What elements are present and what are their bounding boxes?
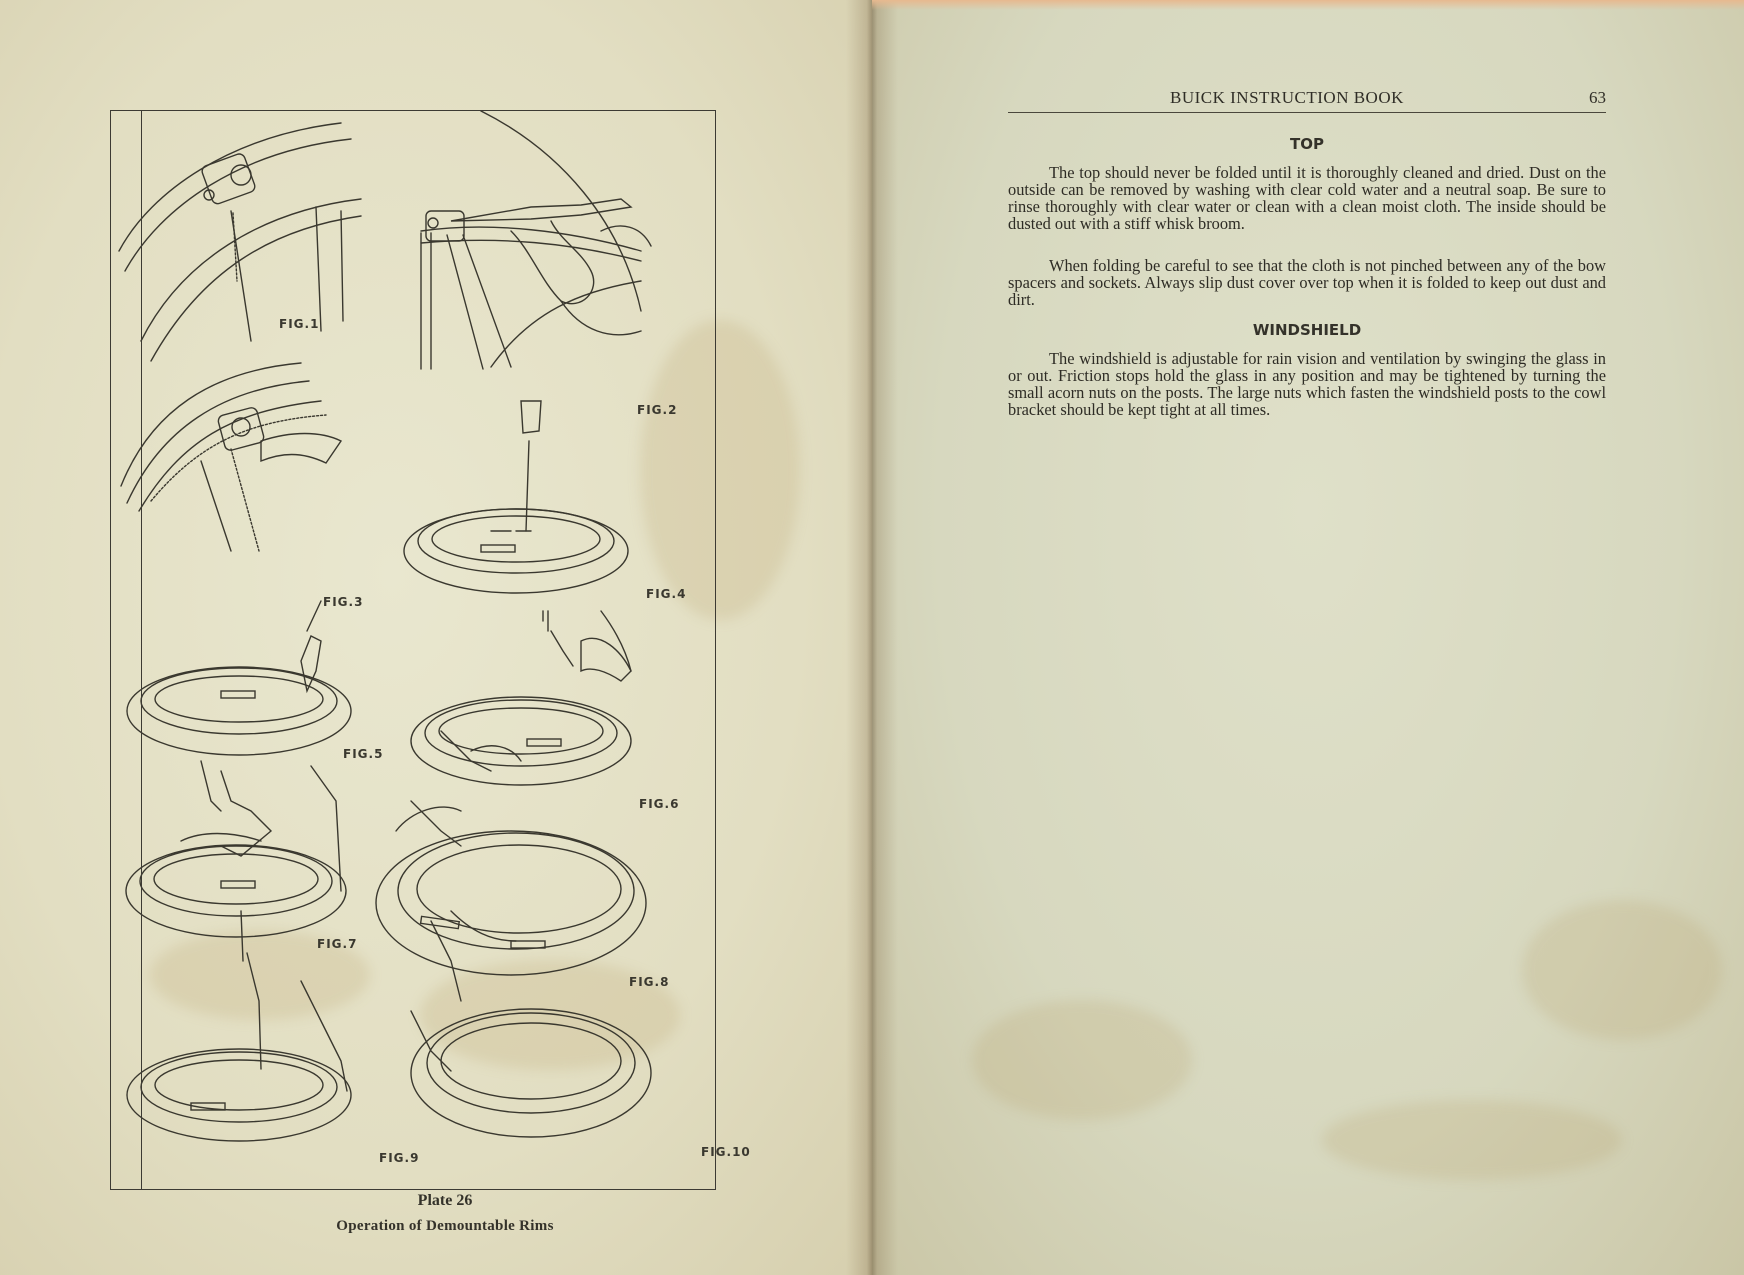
- plate-illustration-frame: [110, 110, 751, 1190]
- fig-10-label: FIG.10: [701, 1145, 751, 1159]
- page-number: 63: [1589, 88, 1606, 107]
- fig-3-label: FIG.3: [323, 595, 364, 609]
- fig-3-drawing: [121, 363, 341, 551]
- plate-title: Operation of Demountable Rims: [336, 1218, 554, 1234]
- section-top-body-2: [1008, 257, 1606, 308]
- paragraph: The windshield is adjustable for rain vision and ventilation by swinging the glass in or out. Friction stops hold the glass in any position and may be tightened by turning the small acorn nuts on the posts. The large nuts which fasten the windshield posts to the cowl bracket should be kept tight at all times.: [1008, 349, 1606, 419]
- running-header: [1008, 86, 1606, 113]
- paragraph: When folding be careful to see that the cloth is not pinched between any of the bow spacers and sockets. Always slip dust cover over top when it is folded to keep out dust and dirt.: [1008, 256, 1606, 309]
- fig-6-drawing: [411, 611, 631, 785]
- page-edge: [872, 0, 1744, 10]
- fig-1-drawing: [119, 123, 361, 361]
- paragraph: The top should never be folded until it is thoroughly cleaned and dried. Dust on the outside can be removed by washing with clear cold water and a neutral soap. Be sure to rinse thoroughly with clear water or clean with a clean moist cloth. The inside should be dusted out with a stiff whisk broom.: [1008, 163, 1606, 233]
- section-heading-windshield: WINDSHIELD: [1252, 321, 1362, 339]
- fig-5-drawing: [127, 601, 351, 755]
- fig-9-drawing: [127, 911, 351, 1141]
- demountable-rims-illustration: [111, 111, 715, 1189]
- section-windshield-body: [1008, 350, 1606, 418]
- fig-10-drawing: [411, 911, 651, 1137]
- fig-4-drawing: [404, 401, 628, 593]
- section-top-body: [1008, 164, 1606, 232]
- fig-6-label: FIG.6: [639, 797, 680, 811]
- section-heading-top: TOP: [1290, 135, 1324, 153]
- fig-8-label: FIG.8: [629, 975, 670, 989]
- running-title: BUICK INSTRUCTION BOOK: [1170, 88, 1404, 107]
- fig-5-label: FIG.5: [343, 747, 384, 761]
- book-gutter: [846, 0, 898, 1275]
- fig-8-drawing: [376, 731, 646, 975]
- fig-9-label: FIG.9: [379, 1151, 420, 1165]
- fig-7-drawing: [126, 761, 346, 937]
- fig-1-label: FIG.1: [279, 317, 320, 331]
- fig-2-label: FIG.2: [637, 403, 678, 417]
- fig-7-label: FIG.7: [317, 937, 358, 951]
- fig-4-label: FIG.4: [646, 587, 687, 601]
- plate-number: Plate 26: [417, 1192, 473, 1209]
- fig-2-drawing: [421, 111, 651, 369]
